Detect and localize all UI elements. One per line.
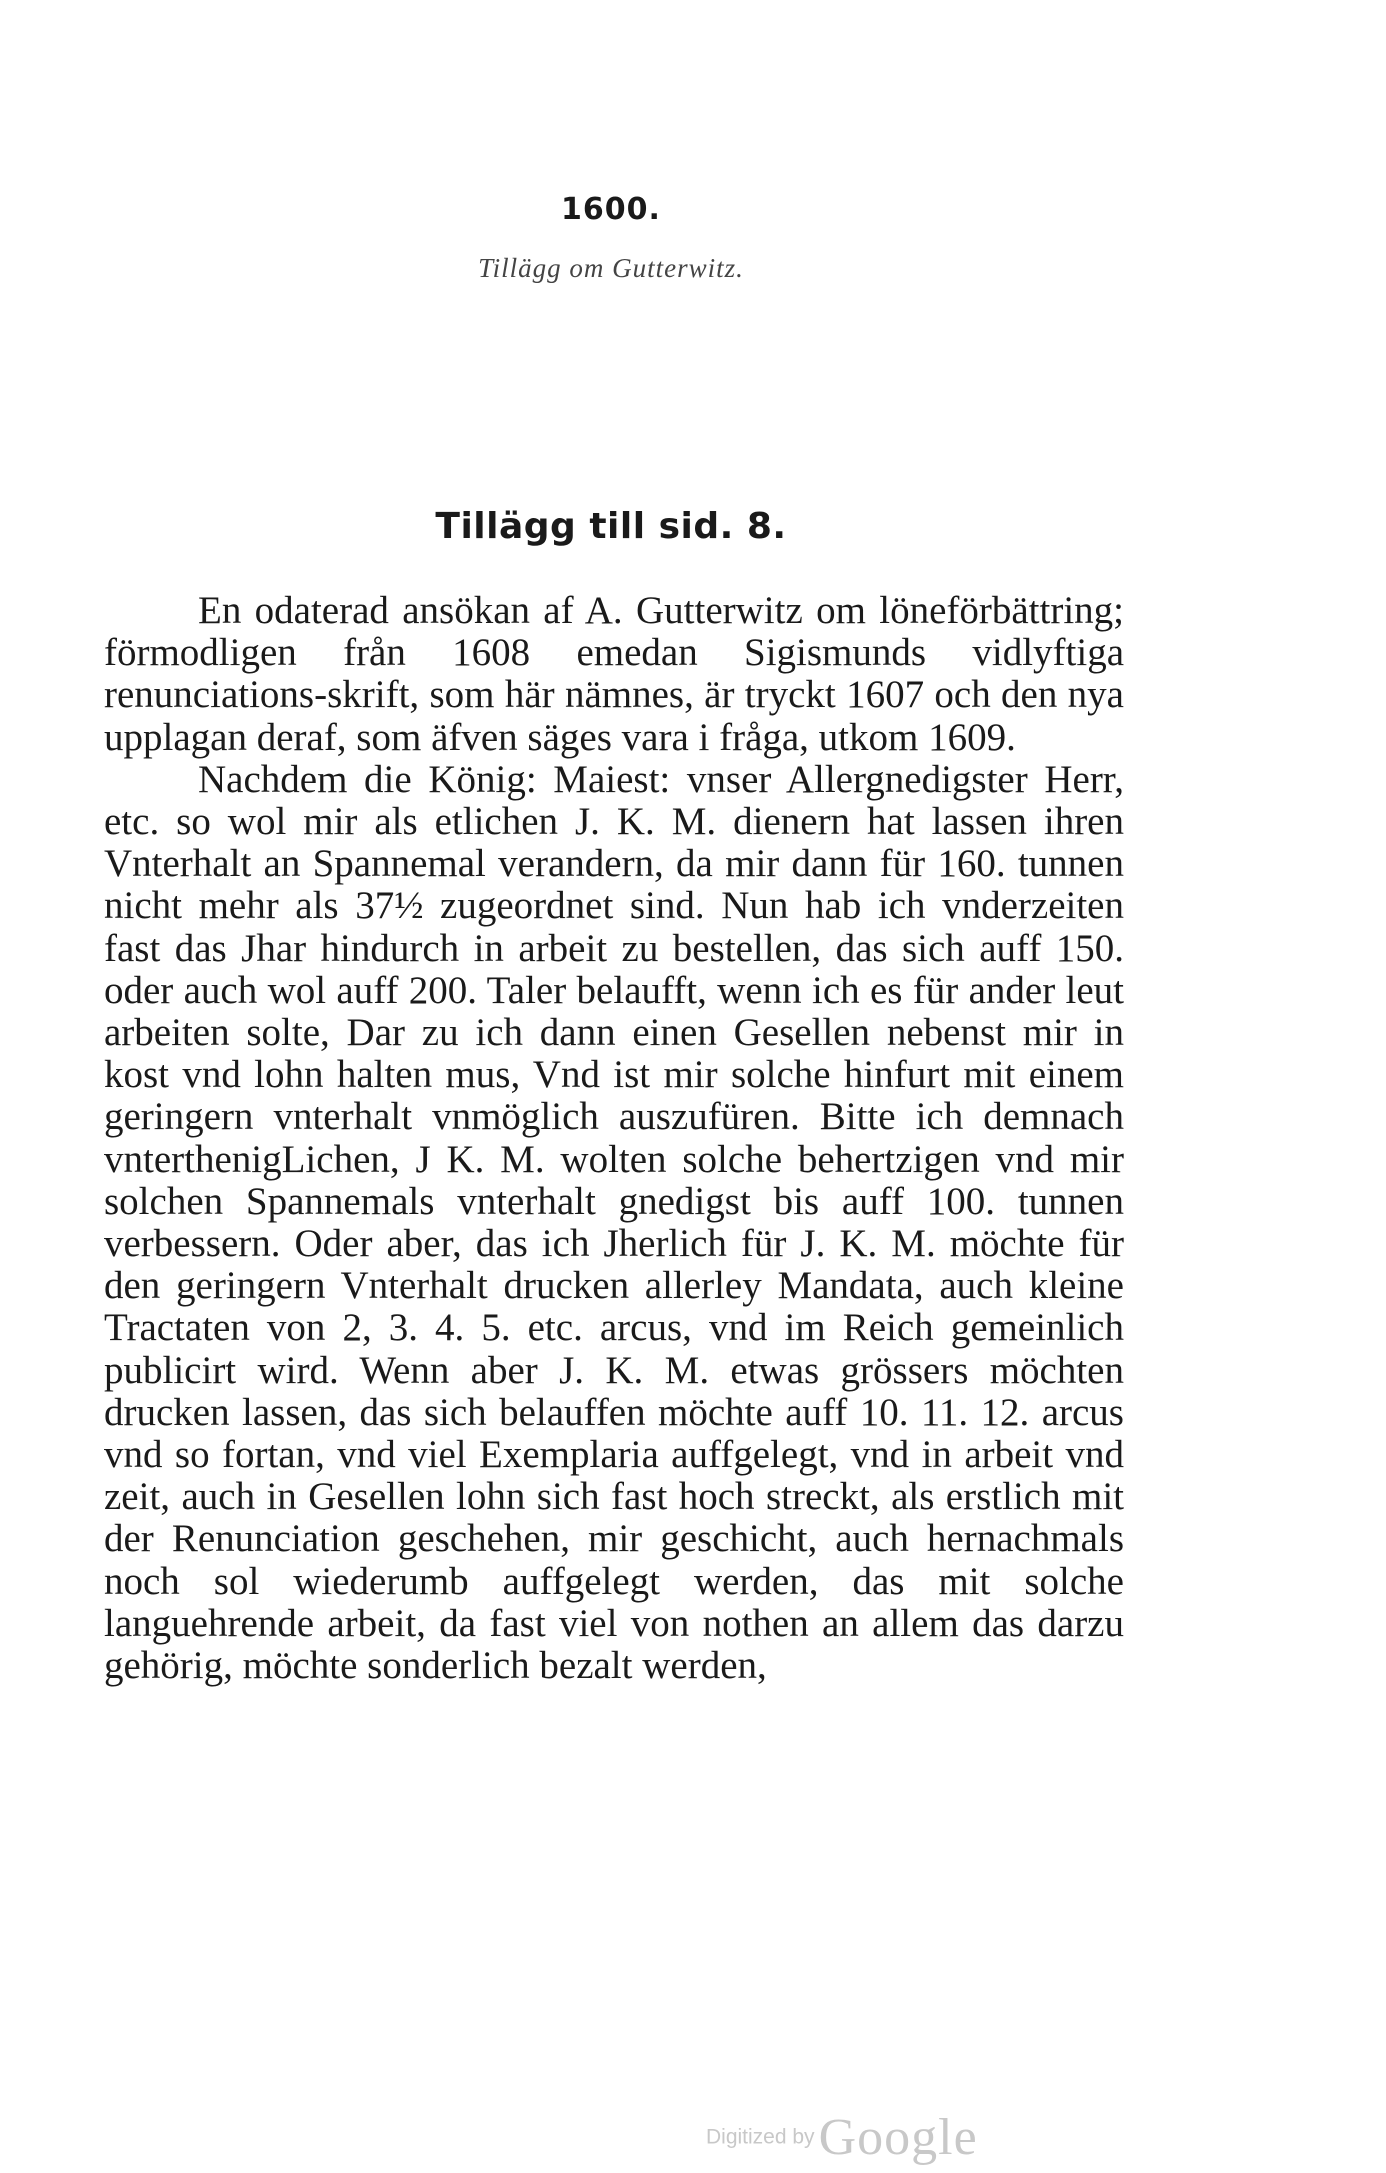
paragraph-swedish-note: En odaterad ansökan af A. Gutterwitz om löneförbättring; förmodligen från 1608 emedan Sigismunds vidlyftiga renunciations-skrift, som här nämnes, är tryckt 1607 och den nya upplagan deraf, som äfven säges vara i fråga, utkom 1609.: [104, 589, 1124, 759]
watermark-prefix: Digitized by: [706, 2125, 815, 2149]
paragraph-german-letter: Nachdem die König: Maiest: vnser Allergnedigster Herr, etc. so wol mir als etlichen J. K. M. dienern hat lassen ihren Vnterhalt an Spannemal verandern, da mir dann für 160. tunnen nicht mehr als 37½ zugeordnet sind. Nun hab ich vnderzeiten fast das Jhar hindurch in arbeit zu bestellen, das sich auff 150. oder auch wol auff 200. Taler belaufft, wenn ich es für ander leut arbeiten solte, Dar zu ich dann einen Gesellen nebenst mir in kost vnd lohn halten mus, Vnd ist mir solche hinfurt mit einem geringern vnterhalt vnmöglich auszufüren. Bitte ich demnach vnterthenigLichen, J K. M. wolten solche behertzigen vnd mir solchen Spannemals vnterhalt gnedigst bis auff 100. tunnen verbessern. Oder aber, das ich Jherlich für J. K. M. möchte für den geringern Vnterhalt drucken allerley Mandata, auch kleine Tractaten von 2, 3. 4. 5. etc. arcus, vnd im Reich gemeinlich publicirt wird. Wenn aber J. K. M. etwas grössers möchten drucken lassen, das sich belauffen möchte auff 10. 11. 12. arcus vnd so fortan, vnd viel Exemplaria auffgelegt, vnd in arbeit vnd zeit, auch in Gesellen lohn sich fast hoch streckt, als erstlich mit der Renunciation geschehen, mir geschicht, auch hernachmals noch sol wiederumb auffgelegt werden, das mit solche languehrende arbeit, da fast viel von nothen an allem das darzu gehörig, möchte sonderlich bezalt werden,: [104, 757, 1124, 1688]
running-subtitle: Tillägg om Gutterwitz.: [478, 253, 744, 283]
page-year-heading: 1600.: [561, 192, 661, 227]
digitized-watermark: [706, 2108, 978, 2167]
section-title: Tillägg till sid. 8.: [435, 506, 787, 547]
watermark-brand-logo: Google: [818, 2109, 978, 2166]
body-text: [104, 590, 1124, 1687]
